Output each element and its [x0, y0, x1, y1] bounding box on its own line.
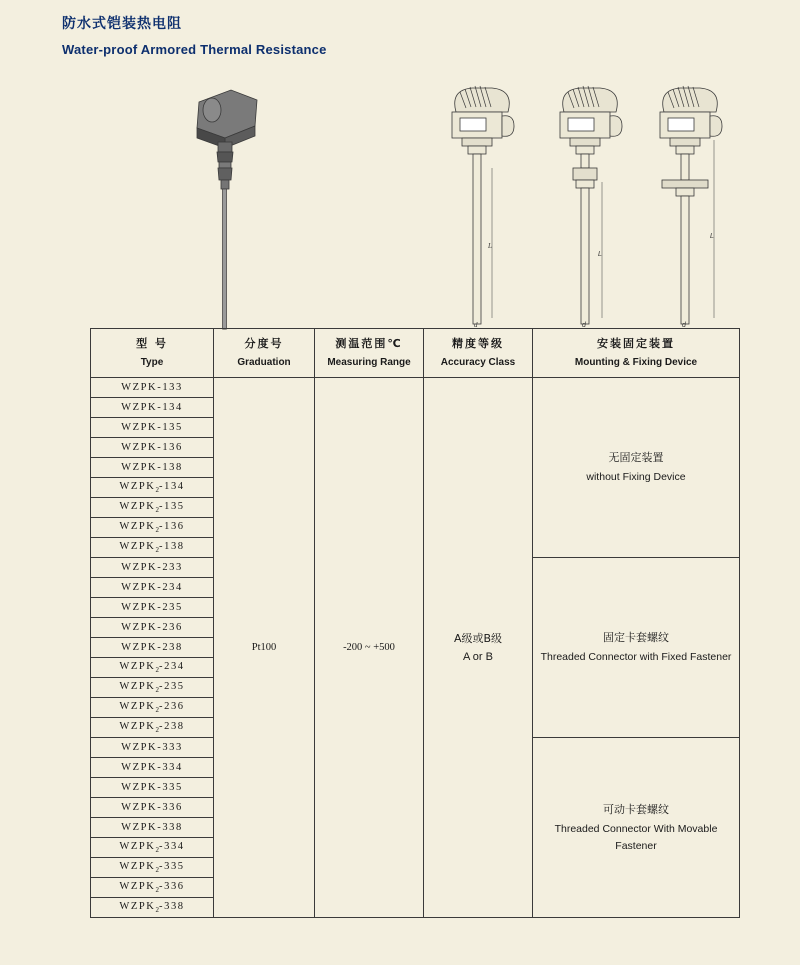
header-graduation-cn: 分度号: [244, 336, 284, 350]
type-cell: WZPK-136: [91, 438, 214, 458]
header-measuring-range-cn: 测温范围℃: [335, 336, 403, 350]
type-cell: WZPK-235: [91, 598, 214, 618]
type-cell: WZPK-233: [91, 558, 214, 578]
svg-text:d: d: [582, 322, 586, 328]
type-cell: $WZPK_2-136$: [91, 518, 214, 538]
illustration-area: [0, 70, 800, 328]
svg-text:L: L: [488, 242, 492, 250]
type-cell: $WZPK_2-134$: [91, 478, 214, 498]
type-cell: $WZPK_2-338$: [91, 898, 214, 918]
type-cell: $WZPK_2-336$: [91, 878, 214, 898]
svg-text:d: d: [474, 321, 478, 328]
table-row: [91, 378, 740, 398]
page-title-cn: 防水式铠装热电阻: [62, 16, 182, 32]
header-mounting: [533, 329, 740, 378]
header-mounting-cn: 安装固定装置: [597, 336, 675, 350]
header-accuracy: [424, 329, 533, 378]
page-title-en: Water-proof Armored Thermal Resistance: [62, 42, 327, 57]
mounting-cell: 无固定装置 without Fixing Device: [533, 378, 740, 558]
header-accuracy-en: Accuracy Class: [440, 356, 516, 368]
type-cell: $WZPK_2-138$: [91, 538, 214, 558]
type-cell: $WZPK_2-234$: [91, 658, 214, 678]
type-cell: WZPK-234: [91, 578, 214, 598]
mounting-cell: 固定卡套螺纹 Threaded Connector with Fixed Fastener: [533, 558, 740, 738]
header-type-cn: 型 号: [136, 336, 168, 350]
header-accuracy-cn: 精度等级: [452, 336, 504, 350]
type-cell: $WZPK_2-135$: [91, 498, 214, 518]
table-body: [91, 378, 740, 918]
svg-text:L: L: [598, 251, 602, 258]
figure-probe-movable-fastener: [640, 78, 770, 328]
header-type-en: Type: [140, 356, 164, 368]
type-cell: $WZPK_2-236$: [91, 698, 214, 718]
page-header: [62, 14, 327, 60]
figure-probe-perspective: [185, 80, 295, 340]
table-header-row: [91, 329, 740, 378]
graduation-cell: Pt100: [214, 378, 315, 918]
svg-text:L: L: [710, 233, 714, 240]
specification-table: [90, 328, 740, 918]
type-cell: $WZPK_2-335$: [91, 858, 214, 878]
type-cell: WZPK-335: [91, 778, 214, 798]
type-cell: $WZPK_2-235$: [91, 678, 214, 698]
type-cell: WZPK-334: [91, 758, 214, 778]
header-type: [91, 329, 214, 378]
type-cell: WZPK-135: [91, 418, 214, 438]
type-cell: $WZPK_2-334$: [91, 838, 214, 858]
mounting-cell: 可动卡套螺纹 Threaded Connector With Movable Fastener: [533, 738, 740, 918]
svg-text:d: d: [682, 322, 686, 328]
measuring-range-cell: -200 ~ +500: [315, 378, 424, 918]
type-cell: WZPK-333: [91, 738, 214, 758]
type-cell: WZPK-138: [91, 458, 214, 478]
figure-probe-plain: [432, 78, 552, 328]
header-measuring-range-en: Measuring Range: [327, 356, 411, 368]
header-mounting-en: Mounting & Fixing Device: [574, 356, 698, 368]
header-graduation: [214, 329, 315, 378]
type-cell: WZPK-133: [91, 378, 214, 398]
type-cell: WZPK-236: [91, 618, 214, 638]
type-cell: WZPK-336: [91, 798, 214, 818]
type-cell: $WZPK_2-238$: [91, 718, 214, 738]
type-cell: WZPK-238: [91, 638, 214, 658]
type-cell: WZPK-338: [91, 818, 214, 838]
accuracy-cell: A级或B级 A or B: [424, 378, 533, 918]
type-cell: WZPK-134: [91, 398, 214, 418]
header-measuring-range: [315, 329, 424, 378]
header-graduation-en: Graduation: [237, 356, 291, 368]
